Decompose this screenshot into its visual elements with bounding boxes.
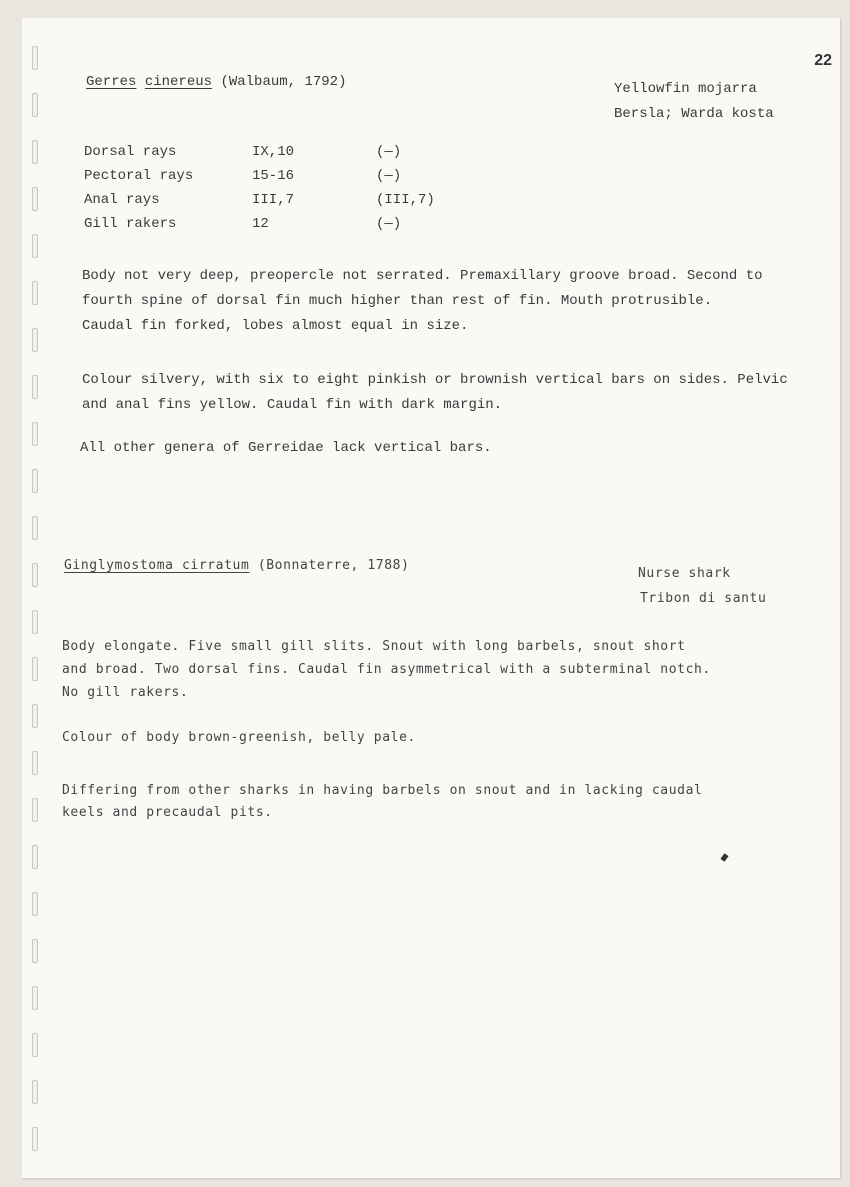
species1-colour: Colour silvery, with six to eight pinkish or brownish vertical bars on sides. Pelvic and anal fins yellow. Caudal fin with dark margin.: [82, 372, 788, 413]
page-number: 22: [814, 52, 832, 69]
species1-local-names: Bersla; Warda kosta: [614, 106, 774, 122]
species1-genus: Gerres: [86, 74, 137, 90]
species1-description: Body not very deep, preopercle not serrated. Premaxillary groove broad. Second to fourth spine of dorsal fin much higher than rest of fin. Mouth protrusible. Caudal fin forked, lobes almost equal in size.: [82, 268, 763, 334]
species2-local-name: Tribon di santu: [640, 591, 767, 606]
species2-common-name: Nurse shark: [638, 566, 731, 581]
species2-note: Differing from other sharks in having barbels on snout and in lacking caudal keels and precaudal pits.: [62, 783, 703, 820]
species2-colour: Colour of body brown-greenish, belly pale.: [62, 730, 416, 745]
species2-author: (Bonnaterre, 1788): [257, 558, 410, 573]
species2-description: Body elongate. Five small gill slits. Snout with long barbels, snout short and broad. Two dorsal fins. Caudal fin asymmetrical with a subterminal notch. No gill rakers.: [62, 639, 711, 700]
species1-species: cinereus: [144, 74, 213, 90]
species1-common-name: Yellowfin mojarra: [614, 81, 757, 97]
species2-name: Ginglymostoma cirratum: [64, 558, 250, 573]
species2-title: [64, 558, 410, 573]
pen-mark: [720, 853, 728, 862]
species1-author: (Walbaum, 1792): [220, 74, 347, 90]
species1-note: All other genera of Gerreidae lack vertical bars.: [80, 440, 492, 456]
species1-title: [86, 74, 346, 90]
document-page: 22 Gerres cinereus (Walbaum, 1792) Yellowfin mojarra Bersla; Warda kosta Dorsal rays IX,10 (—) Pectoral rays 15-16 (—) Anal rays III,7 (III,7) Gill rakers 12 (—) Body not very deep, preopercle not serrated. Premaxillary groove broad. Second to fourth spine of dorsal fin much higher than rest of fin. Mouth protrusible. Caudal fin forked, lobes almost equal in size. Colour silvery, with six to eight pinkish or brownish vertical bars on sides. Pelvic and anal fins yellow. Caudal fin with dark margin. All other genera of Gerreidae lack vertical bars. Ginglymostoma cirratum (Bonnaterre, 1788) Nurse shark Tribon di santu Body elongate. Five small gill slits. Snout with long barbels, snout short and broad. Two dorsal fins. Caudal fin asymmetrical with a subterminal notch. No gill rakers. Colour of body brown-greenish, belly pale. Differing from other sharks in having barbels on snout and in lacking caudal keels and precaudal pits.: [22, 18, 840, 1178]
